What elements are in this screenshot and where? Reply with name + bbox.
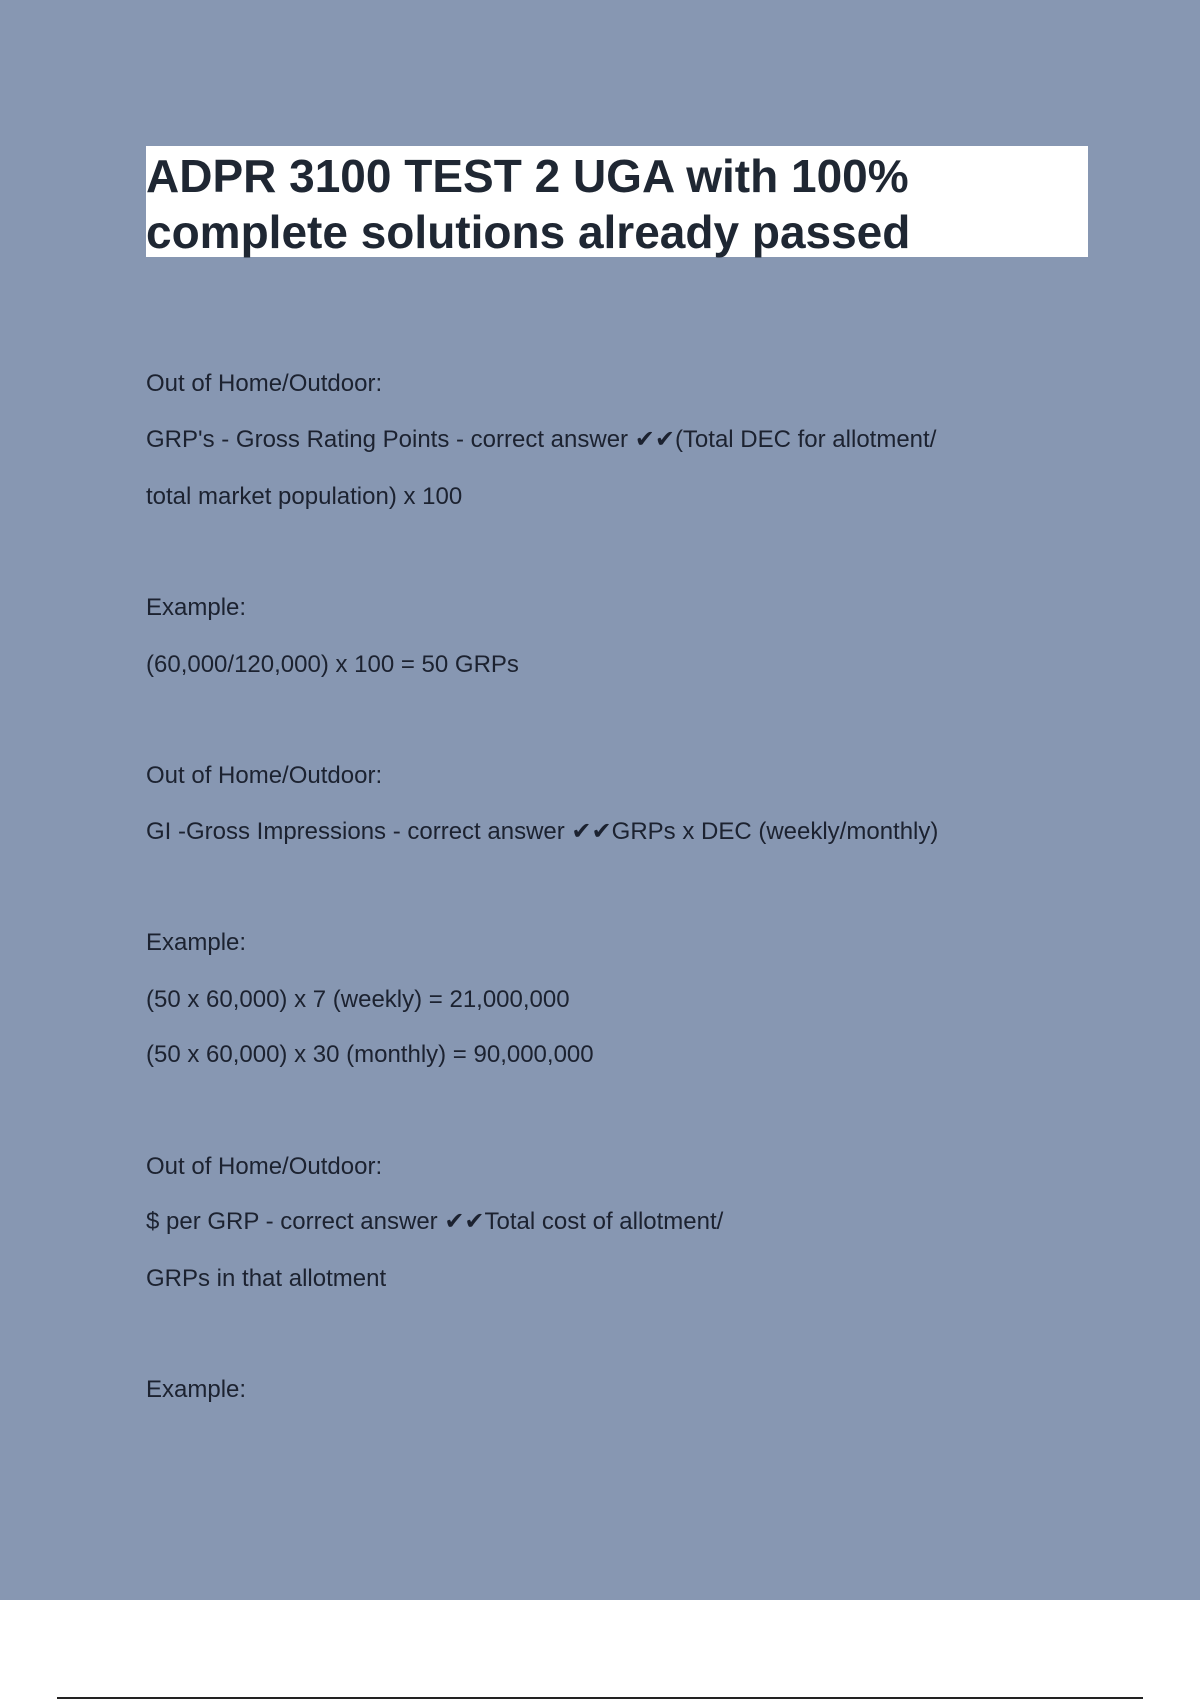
example-gi-weekly: (50 x 60,000) x 7 (weekly) = 21,000,000	[146, 986, 570, 1013]
example-grp-calculation: (60,000/120,000) x 100 = 50 GRPs	[146, 651, 519, 678]
example-label-1: Example:	[146, 594, 247, 621]
example-label-2: Example:	[146, 929, 247, 956]
cost-per-grp-line-2: GRPs in that allotment	[146, 1265, 387, 1292]
cost-per-grp-line-1: $ per GRP - correct answer ✔✔Total cost of allotment/	[146, 1208, 724, 1235]
document-title-line-1: ADPR 3100 TEST 2 UGA with 100%	[146, 150, 909, 202]
document-title-line-2: complete solutions already passed	[146, 206, 911, 258]
section-heading-ooh-1: Out of Home/Outdoor:	[146, 370, 383, 397]
document-title-box	[146, 146, 1088, 257]
footer-divider	[57, 1697, 1143, 1699]
example-gi-monthly: (50 x 60,000) x 30 (monthly) = 90,000,000	[146, 1041, 594, 1068]
grp-definition-line-2: total market population) x 100	[146, 483, 463, 510]
grp-definition-line-1: GRP's - Gross Rating Points - correct answer ✔✔(Total DEC for allotment/	[146, 426, 937, 453]
example-label-3: Example:	[146, 1376, 247, 1403]
section-heading-ooh-3: Out of Home/Outdoor:	[146, 1153, 383, 1180]
gi-definition-line: GI -Gross Impressions - correct answer ✔✔GRPs x DEC (weekly/monthly)	[146, 818, 939, 845]
section-heading-ooh-2: Out of Home/Outdoor:	[146, 762, 383, 789]
